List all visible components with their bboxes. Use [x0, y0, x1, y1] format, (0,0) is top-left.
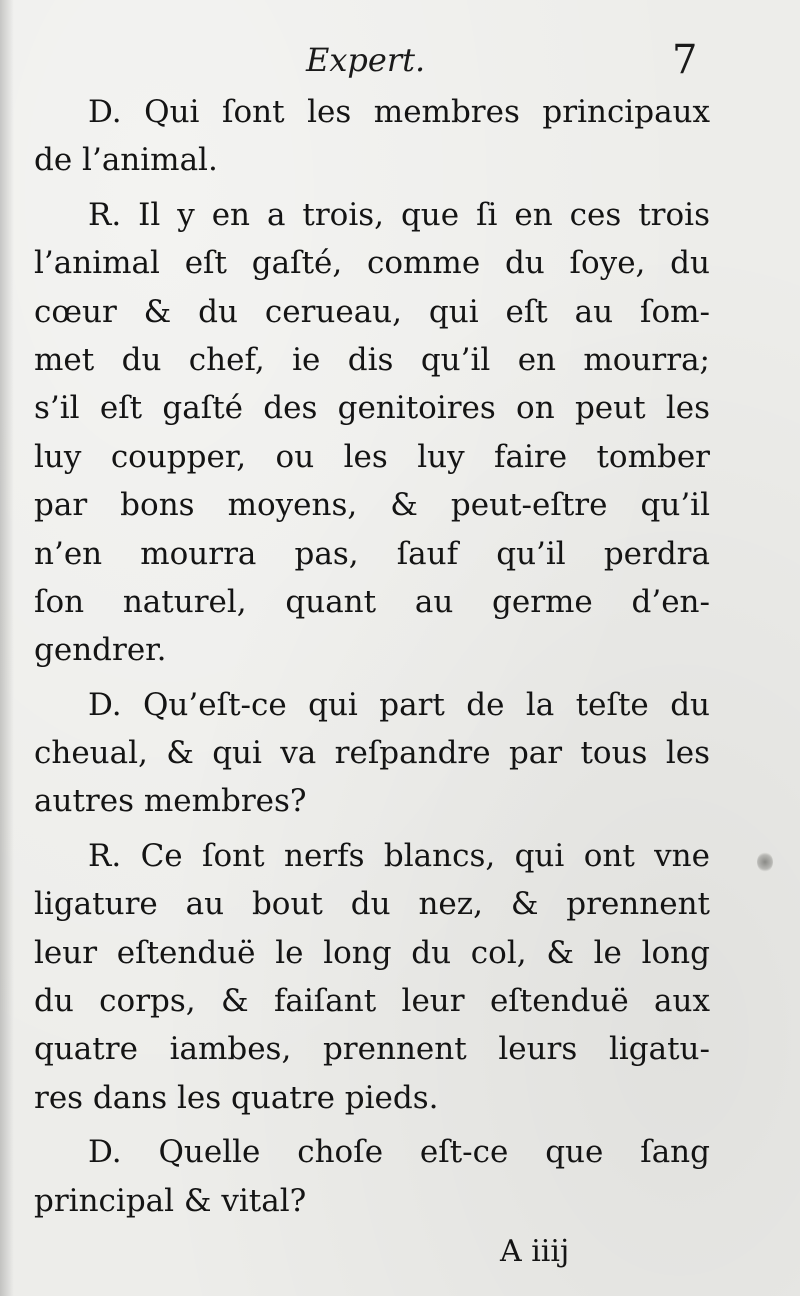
text-line: principal & vital? [34, 1182, 307, 1219]
signature-mark: A iiij [500, 1234, 570, 1269]
text-line: par bons moyens, & peut-eſtre qu’il [34, 487, 710, 524]
text-line: du corps, & faiſant leur eſtenduë aux [34, 983, 710, 1020]
page-number: 7 [672, 37, 698, 83]
text-line: ſon naturel, quant au germe d’en- [34, 583, 710, 620]
body-text [34, 88, 710, 1225]
text-line: R. Il y en a trois, que ſi en ces trois [88, 196, 710, 233]
text-line: met du chef, ie dis qu’il en mourra; [34, 341, 710, 378]
text-line: n’en mourra pas, ſauf qu’il perdra [34, 535, 710, 572]
running-head [0, 36, 800, 96]
text-line: R. Ce ſont nerfs blancs, qui ont vne [88, 837, 710, 874]
text-line: D. Qu’eſt-ce qui part de la teſte du [88, 686, 710, 723]
text-line: quatre iambes, prennent leurs ligatu- [34, 1031, 710, 1068]
text-line: cheual, & qui va reſpandre par tous les [34, 735, 710, 772]
text-line: s’il eſt gaſté des genitoires on peut les [34, 390, 710, 427]
text-line: ligature au bout du nez, & prennent [34, 886, 710, 923]
text-line: D. Qui ſont les membres principaux [88, 94, 710, 130]
text-line: res dans les quatre pieds. [34, 1079, 439, 1116]
text-line: l’animal eſt gaſté, comme du ſoye, du [34, 245, 710, 282]
text-line: gendrer. [34, 632, 167, 669]
text-line: autres membres? [34, 783, 307, 820]
text-line: cœur & du cerueau, qui eſt au ſom- [34, 293, 710, 330]
text-line: leur eſtenduë le long du col, & le long [34, 934, 710, 971]
running-head-title: Expert. [306, 41, 426, 79]
gutter-shadow [0, 0, 14, 1296]
paper-speck [757, 852, 773, 872]
text-line: D. Quelle choſe eſt-ce que ſang [88, 1134, 710, 1171]
text-line: de l’animal. [34, 142, 218, 179]
text-line: luy coupper, ou les luy faire tomber [34, 438, 710, 475]
